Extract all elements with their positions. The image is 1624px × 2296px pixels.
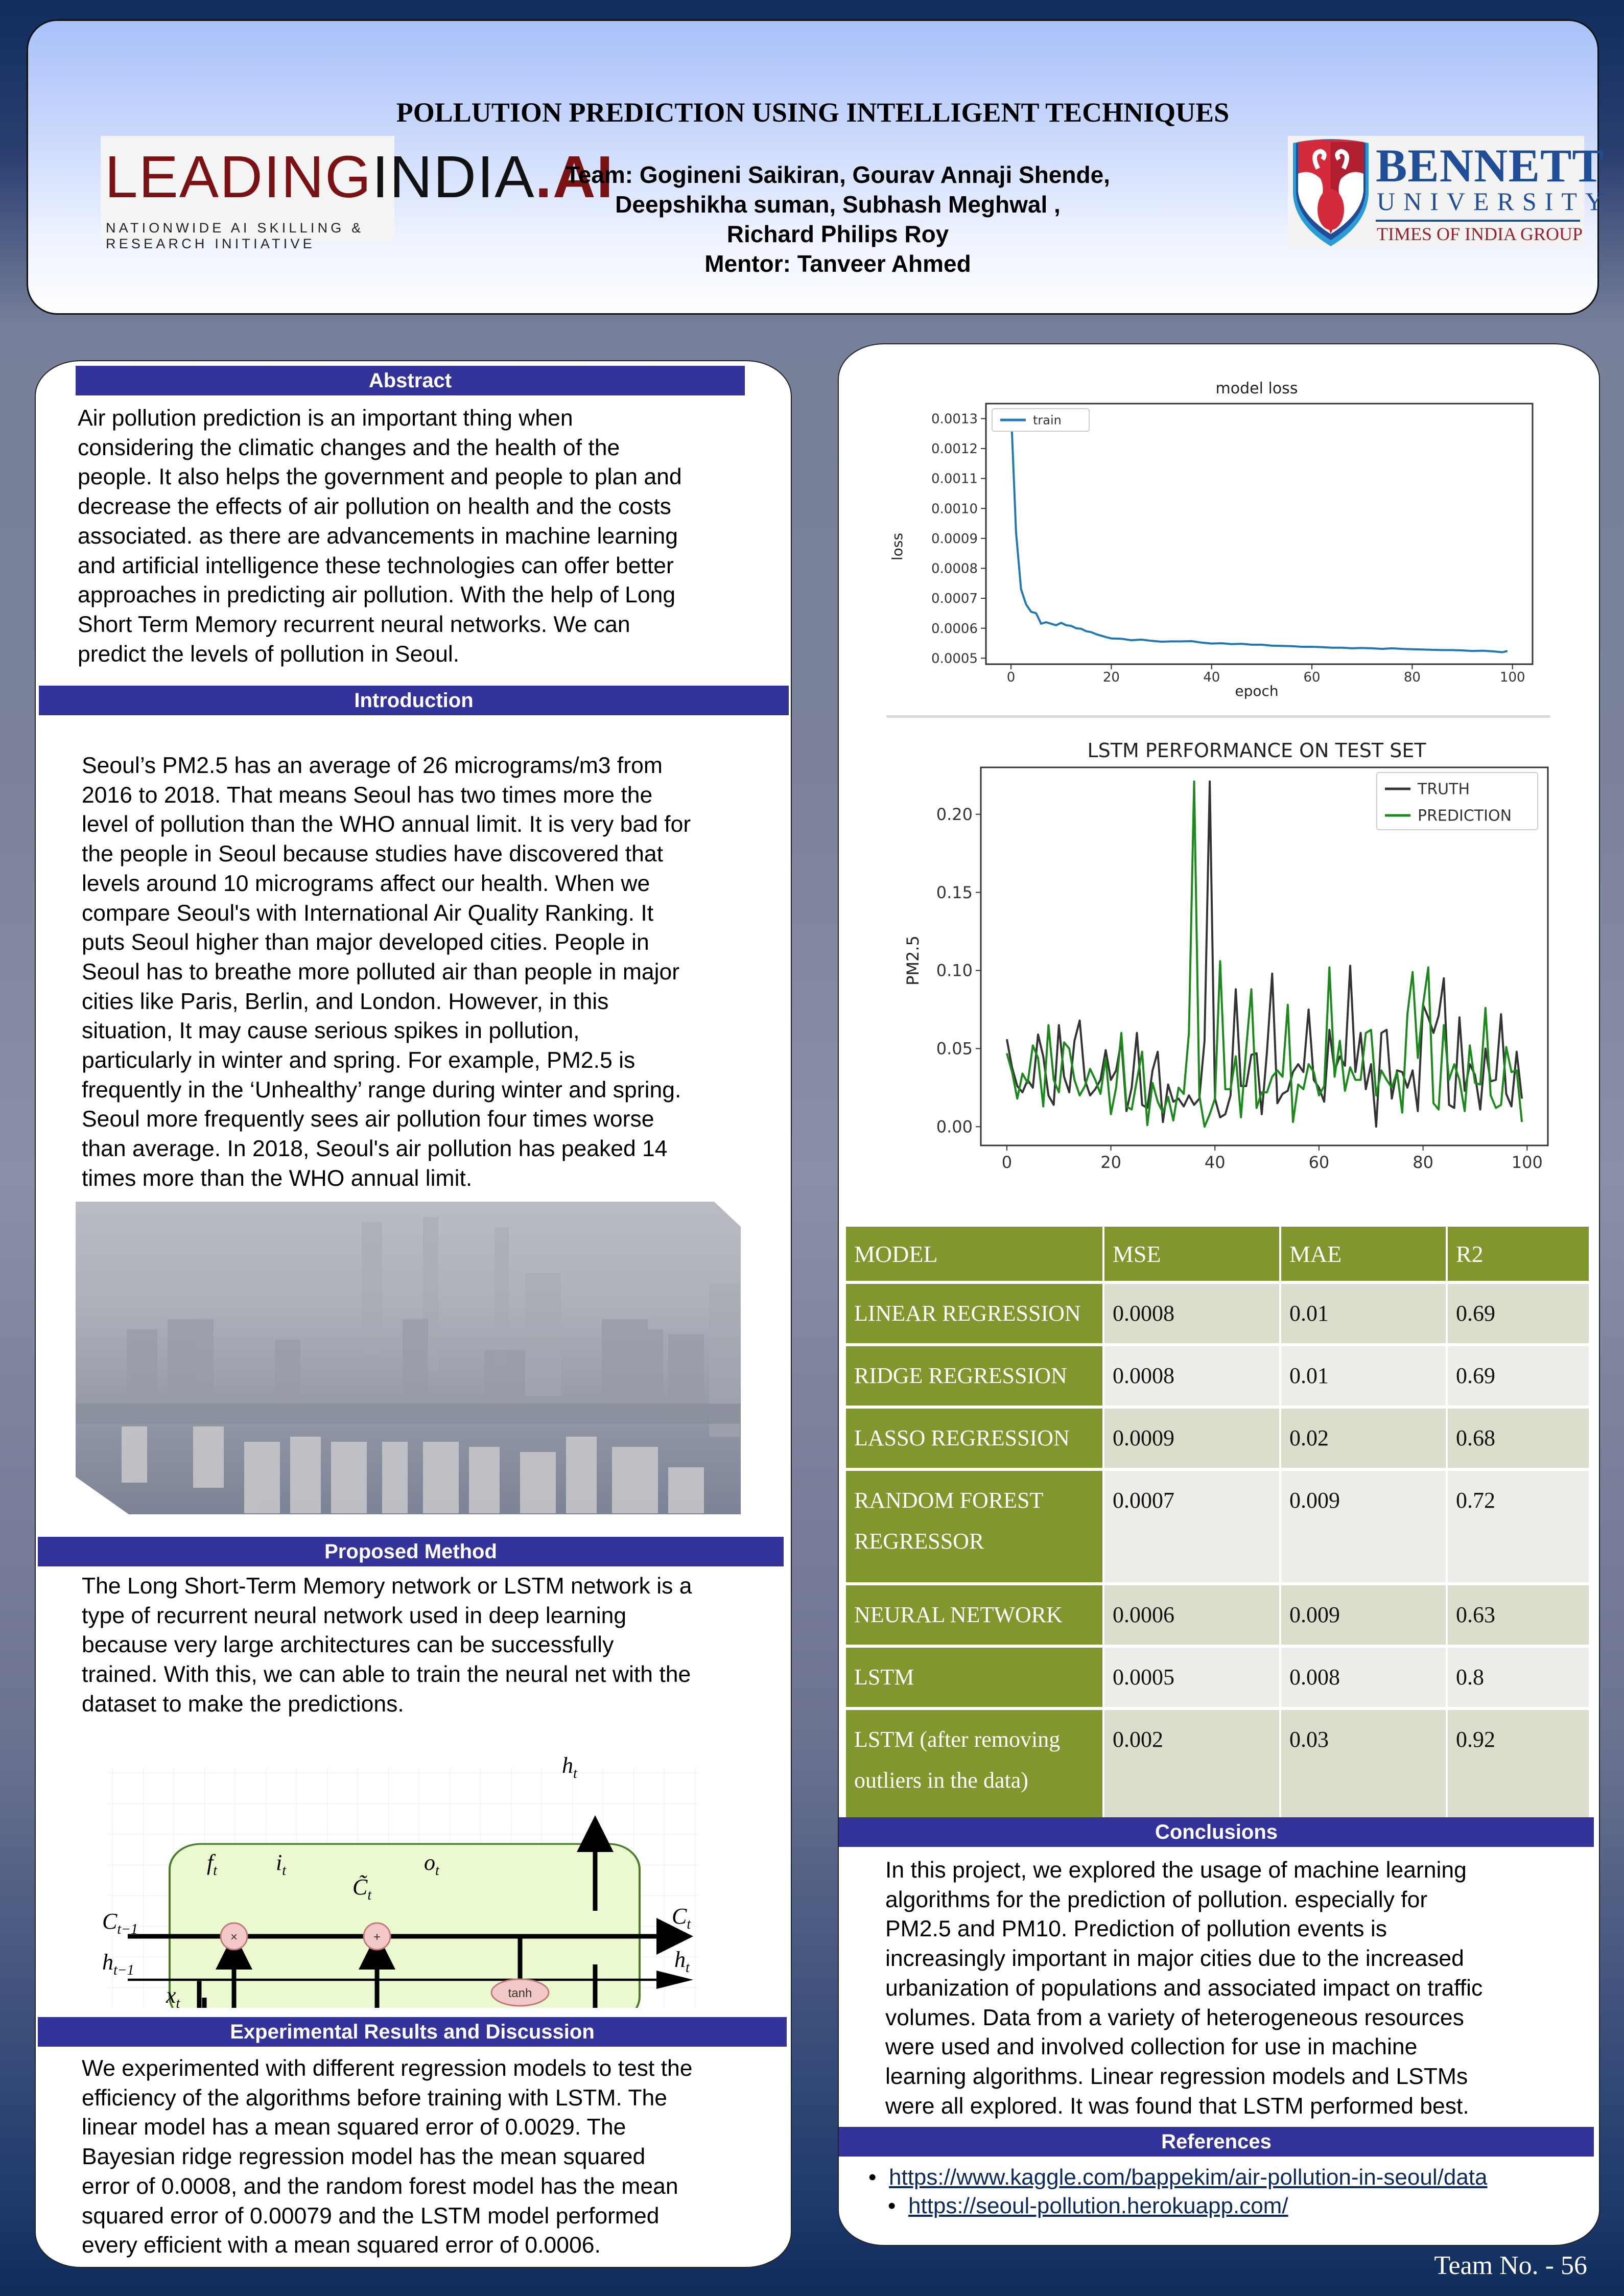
abstract-text [78, 404, 682, 669]
x-tick-label: 60 [1308, 1153, 1330, 1172]
table-row [846, 1409, 1589, 1468]
text-line: Seoul more frequently sees air pollution four times worse [82, 1107, 654, 1132]
chart-divider [886, 715, 1550, 718]
r2-cell: 0.8 [1448, 1648, 1589, 1707]
r2-cell: 0.69 [1448, 1284, 1589, 1343]
label-h-top: $h_t$ [562, 1753, 577, 1782]
bennett-shield-icon [1290, 138, 1372, 248]
mae-cell: 0.009 [1281, 1585, 1446, 1645]
y-tick-label: 0.0010 [931, 501, 978, 517]
logo-text-leading: LEADING [105, 144, 372, 210]
mae-cell: 0.01 [1281, 1284, 1446, 1343]
text-line: levels around 10 micrograms affect our health. When we [82, 871, 650, 896]
column-header-model: MODEL [846, 1227, 1102, 1281]
x-tick-label: 40 [1203, 670, 1220, 685]
team-line: Deepshikha suman, Subhash Meghwal , [615, 191, 1061, 218]
table-row [846, 1585, 1589, 1645]
leadingindia-logo [101, 136, 614, 251]
mse-cell: 0.0005 [1104, 1648, 1279, 1707]
x-tick-label: 80 [1413, 1153, 1433, 1172]
lstm-performance-chart [879, 731, 1558, 1185]
y-axis-label: loss [889, 532, 906, 561]
text-line: approaches in predicting air pollution. With the help of Long [78, 582, 676, 608]
text-line: predict the levels of pollution in Seoul. [78, 641, 460, 667]
x-tick-label: 80 [1403, 670, 1421, 685]
table-header-row [846, 1227, 1589, 1281]
text-line: linear model has a mean squared error of 0.0029. The [82, 2115, 626, 2140]
model-name-cell: LASSO REGRESSION [846, 1409, 1102, 1468]
legend-label: PREDICTION [1418, 807, 1512, 825]
mse-cell: 0.0008 [1104, 1284, 1279, 1343]
model-name-cell: LSTM (after removing outliers in the data) [846, 1710, 1102, 1821]
text-line: compare Seoul's with International Air Quality Ranking. It [82, 900, 654, 926]
text-line: In this project, we explored the usage of machine learning [885, 1858, 1467, 1883]
mentor-line: Mentor: Tanveer Ahmed [704, 250, 971, 277]
x-tick-label: 20 [1100, 1153, 1121, 1172]
r2-cell: 0.68 [1448, 1409, 1589, 1468]
mae-cell: 0.009 [1281, 1471, 1446, 1582]
text-line: were used and involved collection for use in machine [885, 2034, 1418, 2060]
logo-text-ai: .AI [535, 144, 614, 210]
chart-title: model loss [1215, 380, 1298, 397]
r2-cell: 0.69 [1448, 1346, 1589, 1405]
team-line: Team: Gogineni Saikiran, Gourav Annaji Shende, [566, 161, 1110, 188]
results-table-wrapper [844, 1224, 1591, 1824]
text-line: learning algorithms. Linear regression models and LSTMs [885, 2064, 1468, 2089]
y-tick-label: 0.0013 [931, 411, 978, 427]
text-line: considering the climatic changes and the health of the [78, 435, 620, 460]
x-tick-label: 20 [1102, 670, 1120, 685]
y-tick-label: 0.05 [936, 1039, 973, 1059]
text-line: squared error of 0.00079 and the LSTM model performed [82, 2203, 660, 2229]
column-header-mse: MSE [1104, 1227, 1279, 1281]
label-c-next: $C_t$ [672, 1904, 691, 1932]
mae-cell: 0.03 [1281, 1710, 1446, 1821]
y-tick-label: 0.0012 [931, 441, 978, 457]
legend-label: train [1033, 413, 1062, 428]
y-tick-label: 0.0008 [931, 561, 978, 577]
chart-title: LSTM PERFORMANCE ON TEST SET [1087, 739, 1426, 762]
model-name-cell: LSTM [846, 1648, 1102, 1707]
text-line: efficiency of the algorithms before training with LSTM. The [82, 2085, 668, 2111]
x-tick-label: 60 [1303, 670, 1321, 685]
label-i: $i_t$ [276, 1850, 287, 1879]
table-row [846, 1471, 1589, 1582]
y-tick-label: 0.15 [936, 882, 973, 902]
mae-cell: 0.02 [1281, 1409, 1446, 1468]
seoul-smog-photo [76, 1202, 741, 1514]
bennett-university: UNIVERSITY [1377, 187, 1612, 216]
team-number: Team No. - 56 [1434, 2251, 1587, 2280]
op-label: × [230, 1930, 238, 1944]
text-line: The Long Short-Term Memory network or LSTM network is a [82, 1574, 692, 1599]
text-line: algorithms for the prediction of pollution. especially for [885, 1887, 1428, 1912]
table-row [846, 1648, 1589, 1707]
leadingindia-tagline: NATIONWIDE AI SKILLING & RESEARCH INITIATIVE [106, 220, 364, 251]
text-line: We experimented with different regression models to test the [82, 2056, 693, 2081]
y-tick-label: 0.0005 [931, 651, 978, 667]
text-line: volumes. Data from a variety of heterogeneous resources [885, 2005, 1464, 2030]
text-line: Bayesian ridge regression model has the mean squared [82, 2144, 646, 2170]
mse-cell: 0.0009 [1104, 1409, 1279, 1468]
section-header-references: References [839, 2127, 1594, 2157]
reference-item [868, 2163, 1487, 2192]
section-header-proposed-method: Proposed Method [38, 1537, 784, 1566]
text-line: situation, It may cause serious spikes in pollution, [82, 1018, 580, 1044]
x-tick-label: 100 [1499, 670, 1525, 685]
table-row [846, 1710, 1589, 1821]
reference-link-heroku[interactable]: https://seoul-pollution.herokuapp.com/ [908, 2193, 1288, 2218]
label-c-tilde: $C̃_t$ [352, 1875, 372, 1903]
section-header-conclusions: Conclusions [839, 1817, 1594, 1847]
lstm-cell-diagram [82, 1742, 710, 2008]
text-line: every efficient with a mean squared error of 0.0006. [82, 2233, 601, 2258]
model-name-cell: RIDGE REGRESSION [846, 1346, 1102, 1405]
introduction-text [82, 751, 691, 1193]
bennett-name: BENNETT [1376, 139, 1604, 192]
y-tick-label: 0.0007 [931, 591, 978, 607]
x-axis-label: epoch [1235, 683, 1279, 699]
text-line: and artificial intelligence these technologies can offer better [78, 553, 674, 578]
y-tick-label: 0.20 [936, 804, 973, 824]
reference-link-kaggle[interactable]: https://www.kaggle.com/bappekim/air-pollution-in-seoul/data [889, 2165, 1488, 2190]
bullet-icon: • [868, 2165, 877, 2190]
text-line: puts Seoul higher than major developed cities. People in [82, 930, 649, 955]
text-line: frequently in the ‘Unhealthy’ range during winter and spring. [82, 1077, 681, 1103]
r2-cell: 0.72 [1448, 1471, 1589, 1582]
text-line: than average. In 2018, Seoul's air pollution has peaked 14 [82, 1136, 668, 1162]
column-header-mae: MAE [1281, 1227, 1446, 1281]
mae-cell: 0.008 [1281, 1648, 1446, 1707]
city-skyline-illustration [76, 1202, 741, 1514]
label-x: $x_t$ [166, 1983, 180, 2008]
table-row [846, 1284, 1589, 1343]
text-line: Short Term Memory recurrent neural networks. We can [78, 612, 630, 637]
text-line: cities like Paris, Berlin, and London. However, in this [82, 989, 609, 1014]
mse-cell: 0.002 [1104, 1710, 1279, 1821]
mse-cell: 0.0008 [1104, 1346, 1279, 1405]
r2-cell: 0.63 [1448, 1585, 1589, 1645]
x-tick-label: 40 [1204, 1153, 1226, 1172]
r2-cell: 0.92 [1448, 1710, 1589, 1821]
y-tick-label: 0.00 [936, 1117, 973, 1137]
model-name-cell: NEURAL NETWORK [846, 1585, 1102, 1645]
results-text [82, 2054, 693, 2260]
mae-cell: 0.01 [1281, 1346, 1446, 1405]
bennett-logo [1288, 136, 1612, 248]
label-o: $o_t$ [424, 1850, 439, 1879]
section-header-results: Experimental Results and Discussion [38, 2017, 787, 2047]
team-block [488, 160, 1188, 278]
text-line: trained. With this, we can able to train the neural net with the [82, 1662, 691, 1688]
bullet-icon: • [888, 2193, 896, 2218]
bennett-group: TIMES OF INDIA GROUP [1377, 224, 1583, 244]
text-line: times more than the WHO annual limit. [82, 1165, 473, 1191]
text-line: type of recurrent neural network used in deep learning [82, 1603, 627, 1628]
text-line: Seoul’s PM2.5 has an average of 26 micrograms/m3 from [82, 753, 663, 778]
legend-label: TRUTH [1418, 780, 1470, 799]
text-line: particularly in winter and spring. For example, PM2.5 is [82, 1048, 636, 1073]
text-line: Seoul has to breathe more polluted air than people in major [82, 959, 680, 985]
x-tick-label: 0 [1001, 1153, 1013, 1172]
y-tick-label: 0.10 [936, 960, 973, 980]
text-line: level of pollution than the WHO annual limit. It is very bad for [82, 812, 691, 837]
bennett-divider [1376, 220, 1580, 222]
y-axis-label: PM2.5 [903, 935, 923, 986]
label-h-next: $h_t$ [674, 1947, 690, 1976]
label-h-prev: $h_{t-1}$ [102, 1950, 134, 1978]
y-tick-label: 0.0006 [931, 621, 978, 637]
text-line: the people in Seoul because studies have discovered that [82, 841, 664, 867]
text-line: Air pollution prediction is an important thing when [78, 406, 573, 431]
text-line: people. It also helps the government and people to plan and [78, 464, 682, 490]
op-label: tanh [508, 1986, 532, 2000]
header-panel [27, 19, 1612, 315]
y-tick-label: 0.0011 [931, 471, 978, 487]
model-name-cell: RANDOM FOREST REGRESSOR [846, 1471, 1102, 1582]
section-header-introduction: Introduction [39, 686, 789, 715]
proposed-method-text [82, 1572, 692, 1719]
x-tick-label: 100 [1511, 1153, 1543, 1172]
conclusions-text [885, 1856, 1482, 2121]
text-line: increasingly important in major cities due to the increased [885, 1946, 1464, 1972]
text-line: because very large architectures can be successfully [82, 1632, 614, 1658]
label-c-prev: $C_{t-1}$ [102, 1909, 138, 1937]
x-tick-label: 0 [1006, 670, 1016, 685]
mse-cell: 0.0007 [1104, 1471, 1279, 1582]
label-f: $f_t$ [207, 1850, 218, 1879]
table-row [846, 1346, 1589, 1405]
op-label: + [373, 1930, 381, 1944]
text-line: 2016 to 2018. That means Seoul has two times more the [82, 782, 653, 808]
model-name-cell: LINEAR REGRESSION [846, 1284, 1102, 1343]
text-line: were all explored. It was found that LSTM performed best. [885, 2093, 1469, 2119]
column-header-r2: R2 [1448, 1227, 1589, 1281]
text-line: urbanization of populations and associated impact on traffic [885, 1975, 1483, 2001]
section-header-abstract: Abstract [76, 366, 745, 395]
logo-text-india: INDIA [372, 144, 535, 210]
y-tick-label: 0.0009 [931, 531, 978, 547]
text-line: dataset to make the predictions. [82, 1691, 404, 1717]
reference-item [888, 2192, 1288, 2220]
text-line: associated. as there are advancements in machine learning [78, 523, 678, 549]
team-line: Richard Philips Roy [726, 221, 949, 247]
results-table [844, 1224, 1591, 1824]
text-line: decrease the effects of air pollution on health and the costs [78, 494, 671, 520]
poster-title: POLLUTION PREDICTION USING INTELLIGENT TECHNIQUES [396, 97, 1230, 128]
mse-cell: 0.0006 [1104, 1585, 1279, 1645]
text-line: error of 0.0008, and the random forest model has the mean [82, 2173, 678, 2199]
text-line: PM2.5 and PM10. Prediction of pollution events is [885, 1916, 1387, 1942]
model-loss-chart [868, 378, 1543, 705]
